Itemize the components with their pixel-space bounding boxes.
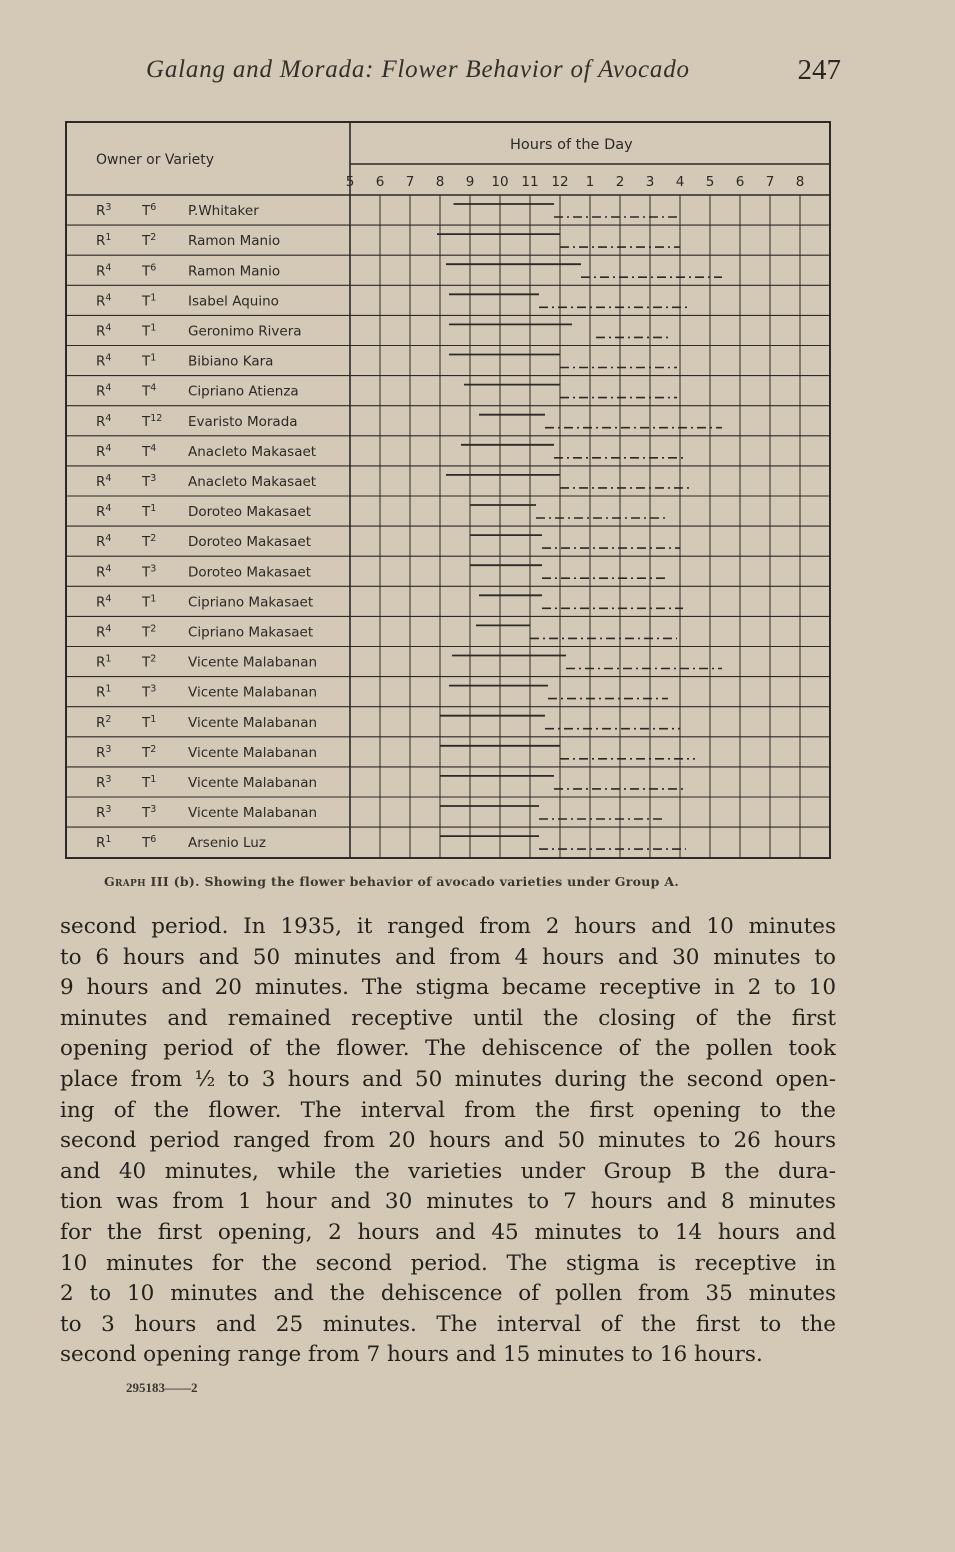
row-r-sup: 1 [105,683,112,695]
row-r-sup: 3 [105,773,112,785]
row-r-sup: 4 [105,442,112,454]
row-t-code: $T^6$ [142,262,157,280]
body-line: 10 minutes for the second period. The stigma is receptive in [60,1250,836,1276]
hour-label: 11 [521,174,539,190]
caption-label: Graph III [104,874,170,889]
row-t-sup: 1 [150,503,157,515]
row-owner-name: Arsenio Luz [188,835,266,852]
row-owner-name: Vicente Malabanan [188,684,318,701]
row-t-sup: 2 [150,533,157,545]
row-t-code: $T^1$ [142,322,157,340]
row-owner-name: Cipriano Makasaet [188,624,314,641]
row-t-code: $T^1$ [142,503,157,521]
body-line: ing of the flower. The interval from the first opening to the [60,1097,836,1123]
row-r-code: $R^4$ [96,292,112,310]
row-t-code: $T^1$ [142,352,157,370]
row-t-code: $T^4$ [142,442,157,460]
hour-label: 1 [585,174,595,190]
body-line: minutes and remained receptive until the closing of the first [60,1005,836,1031]
row-owner-name: Vicente Malabanan [188,714,318,731]
row-owner-name: Geronimo Rivera [188,323,302,340]
row-t-code: $T^1$ [142,292,157,310]
hour-label: 7 [765,174,775,190]
row-r-sup: 4 [105,412,112,424]
row-owner-name: Bibiano Kara [188,353,274,370]
row-t-sup: 6 [150,262,157,274]
row-r-code: $R^3$ [96,773,112,791]
row-t-code: $T^2$ [142,743,157,761]
row-r-sup: 3 [105,743,112,755]
row-t-code: $T^1$ [142,593,157,611]
row-r-code: $R^3$ [96,202,112,220]
page-number: 247 [797,54,841,86]
hour-label: 7 [405,174,415,190]
body-line: second period. In 1935, it ranged from 2 hours and 10 minutes [60,914,836,939]
body-line: 2 to 10 minutes and the dehiscence of pollen from 35 minutes [60,1281,836,1307]
page-header [146,56,841,96]
row-t-sup: 2 [150,653,157,665]
row-owner-name: Anacleto Makasaet [188,443,317,460]
row-t-code: $T^4$ [142,382,157,400]
row-t-sup: 1 [150,713,157,725]
row-r-code: $R^1$ [96,834,112,852]
row-owner-name: Ramon Manio [188,263,281,280]
hours-header: Hours of the Day [510,137,633,153]
row-r-code: $R^4$ [96,322,112,340]
row-t-sup: 2 [150,743,157,755]
row-t-sup: 6 [150,202,157,214]
row-owner-name: Vicente Malabanan [188,744,318,761]
row-r-code: $R^4$ [96,412,112,430]
row-r-code: $R^4$ [96,563,112,581]
row-r-code: $R^4$ [96,623,112,641]
row-r-code: $R^1$ [96,653,112,671]
row-r-code: $R^1$ [96,232,112,250]
body-line: to 6 hours and 50 minutes and from 4 hours and 30 minutes to [60,944,836,970]
row-owner-name: Cipriano Atienza [188,383,299,400]
owner-header: Owner or Variety [96,152,215,168]
body-line: and 40 minutes, while the varieties under Group B the dura- [60,1158,836,1184]
row-r-code: $R^3$ [96,804,112,822]
row-t-sup: 6 [150,834,157,846]
row-t-sup: 1 [150,593,157,605]
row-owner-name: Vicente Malabanan [188,805,318,822]
hour-label: 9 [465,174,475,190]
hour-label: 5 [345,174,355,190]
row-t-code: $T^3$ [142,804,157,822]
row-r-code: $R^2$ [96,713,112,731]
row-t-sup: 1 [150,322,157,334]
hour-label: 6 [735,174,745,190]
row-r-sup: 4 [105,533,112,545]
body-line: to 3 hours and 25 minutes. The interval of the first to the [60,1311,836,1337]
hour-label: 4 [675,174,685,190]
row-owner-name: Vicente Malabanan [188,774,318,791]
row-r-sup: 3 [105,804,112,816]
body-line: 9 hours and 20 minutes. The stigma became receptive in 2 to 10 [60,975,836,1001]
row-r-code: $R^3$ [96,743,112,761]
row-t-sup: 12 [150,412,163,424]
caption-ref: (b). [173,874,200,889]
row-r-code: $R^4$ [96,442,112,460]
row-t-sup: 1 [150,773,157,785]
hour-label: 5 [705,174,715,190]
running-title: Galang and Morada: Flower Behavior of Avocado [146,56,690,83]
row-r-code: $R^4$ [96,382,112,400]
row-r-sup: 4 [105,472,112,484]
row-owner-name: Doroteo Makasaet [188,534,311,551]
flower-behavior-graph [64,118,832,860]
row-owner-name: Evaristo Morada [188,413,298,430]
row-r-code: $R^4$ [96,593,112,611]
row-owner-name: Isabel Aquino [188,293,279,310]
row-r-sup: 4 [105,563,112,575]
row-r-code: $R^1$ [96,683,112,701]
row-r-sup: 4 [105,262,112,274]
row-t-sup: 2 [150,623,157,635]
row-r-sup: 4 [105,623,112,635]
row-owner-name: Doroteo Makasaet [188,564,311,581]
row-r-sup: 2 [105,713,112,725]
body-line: for the first opening, 2 hours and 45 minutes to 14 hours and [60,1219,836,1245]
row-t-code: $T^1$ [142,713,157,731]
caption-text: Showing the flower behavior of avocado varieties under Group A. [204,874,679,889]
hour-label: 8 [795,174,805,190]
row-t-code: $T^{12}$ [142,412,163,430]
row-t-code: $T^1$ [142,773,157,791]
row-t-sup: 4 [150,382,157,394]
hour-label: 12 [551,174,569,190]
row-r-code: $R^4$ [96,262,112,280]
row-r-sup: 1 [105,834,112,846]
body-line: opening period of the flower. The dehiscence of the pollen took [60,1036,836,1062]
row-owner-name: Anacleto Makasaet [188,473,317,490]
row-r-sup: 4 [105,503,112,515]
row-r-code: $R^4$ [96,503,112,521]
row-owner-name: Cipriano Makasaet [188,594,314,611]
row-t-sup: 3 [150,563,157,575]
hour-label: 2 [615,174,625,190]
body-line: second period ranged from 20 hours and 50 minutes to 26 hours [60,1128,836,1154]
row-t-sup: 4 [150,442,157,454]
row-t-code: $T^6$ [142,834,157,852]
row-t-code: $T^2$ [142,653,157,671]
row-t-code: $T^6$ [142,202,157,220]
row-t-code: $T^3$ [142,472,157,490]
hour-label: 8 [435,174,445,190]
row-r-sup: 4 [105,382,112,394]
footer-code: 295183——2 [126,1380,198,1395]
body-paragraph [60,912,836,1371]
row-owner-name: P.Whitaker [188,203,259,220]
row-t-sup: 3 [150,683,157,695]
row-r-sup: 4 [105,593,112,605]
row-t-code: $T^2$ [142,533,157,551]
row-r-code: $R^4$ [96,472,112,490]
graph-frame [66,122,830,858]
row-r-sup: 4 [105,292,112,304]
hour-labels [346,174,805,190]
body-line: place from ½ to 3 hours and 50 minutes during the second open- [60,1066,836,1092]
row-r-sup: 4 [105,322,112,334]
row-owner-name: Vicente Malabanan [188,654,318,671]
row-t-code: $T^3$ [142,683,157,701]
row-t-sup: 2 [150,232,157,244]
row-owner-name: Doroteo Makasaet [188,504,311,521]
row-r-sup: 4 [105,352,112,364]
hour-label: 10 [491,174,509,190]
row-t-sup: 3 [150,804,157,816]
row-r-sup: 3 [105,202,112,214]
row-owner-name: Ramon Manio [188,233,281,250]
graph-caption [104,874,804,889]
row-t-code: $T^2$ [142,623,157,641]
row-t-code: $T^2$ [142,232,157,250]
row-r-sup: 1 [105,232,112,244]
body-line: tion was from 1 hour and 30 minutes to 7 hours and 8 minutes [60,1189,836,1215]
row-r-sup: 1 [105,653,112,665]
row-t-code: $T^3$ [142,563,157,581]
row-r-code: $R^4$ [96,533,112,551]
hour-label: 6 [375,174,385,190]
row-t-sup: 1 [150,352,157,364]
row-r-code: $R^4$ [96,352,112,370]
row-lines [66,225,830,827]
hour-label: 3 [645,174,655,190]
row-t-sup: 1 [150,292,157,304]
body-line: second opening range from 7 hours and 15 minutes to 16 hours. [60,1342,763,1368]
row-t-sup: 3 [150,472,157,484]
